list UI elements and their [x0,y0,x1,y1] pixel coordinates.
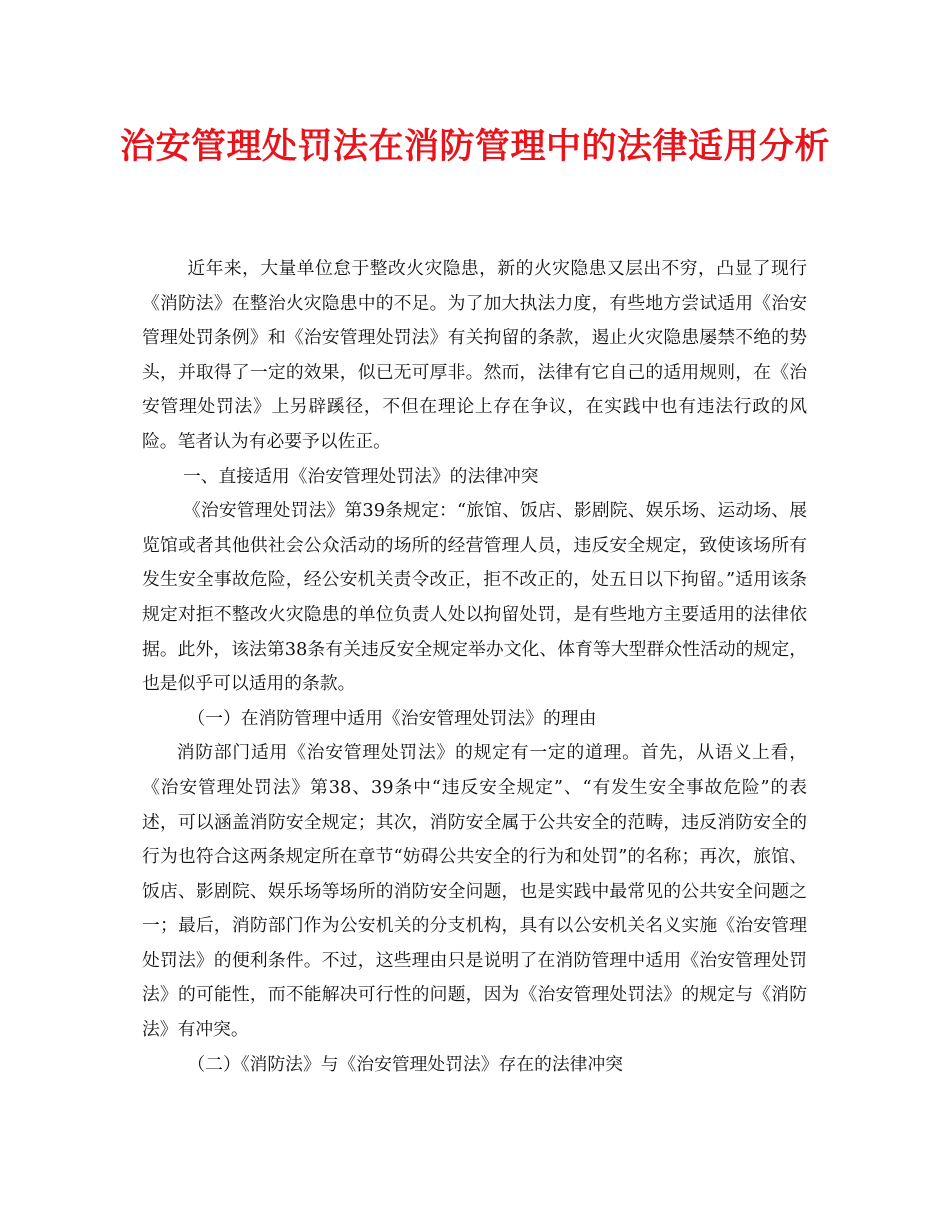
document-title: 治安管理处罚法在消防管理中的法律适用分析 [120,126,831,167]
paragraph-reasons: 消防部门适用《治安管理处罚法》的规定有一定的道理。首先，从语义上看，《治安管理处罚法》第38、39条中“违反安全规定”、“有发生安全事故危险”的表述，可以涵盖消防安全规定；其次，消防安全属于公共安全的范畴，违反消防安全的行为也符合这两条规定所在章节“妨碍公共安全的行为和处罚”的名称；再次，旅馆、饭店、影剧院、娱乐场等场所的消防安全问题，也是实践中最常见的公共安全问题之一；最后，消防部门作为公安机关的分支机构，具有以公安机关名义实施《治安管理处罚法》的便利条件。不过，这些理由只是说明了在消防管理中适用《治安管理处罚法》的可能性，而不能解决可行性的问题，因为《治安管理处罚法》的规定与《消防法》有冲突。 [142,742,807,1041]
subsection-heading-1: （一）在消防管理中适用《治安管理处罚法》的理由 [187,707,597,729]
document-body [142,252,807,1082]
paragraph-article-39: 《治安管理处罚法》第39条规定：“旅馆、饭店、影剧院、娱乐场、运动场、展览馆或者其他供社会公众活动的场所的经营管理人员，违反安全规定，致使该场所有发生安全事故危险，经公安机关责令改正，拒不改正的，处五日以下拘留。”适用该条规定对拒不整改火灾隐患的单位负责人处以拘留处罚，是有些地方主要适用的法律依据。此外，该法第38条有关违反安全规定举办文化、体育等大型群众性活动的规定，也是似乎可以适用的条款。 [142,500,807,695]
section-heading-1: 一、直接适用《治安管理处罚法》的法律冲突 [182,465,539,487]
subsection-heading-2: （二）《消防法》与《治安管理处罚法》存在的法律冲突 [187,1053,624,1075]
paragraph-intro: 近年来，大量单位怠于整改火灾隐患，新的火灾隐患又层出不穷，凸显了现行《消防法》在整治火灾隐患中的不足。为了加大执法力度，有些地方尝试适用《治安管理处罚条例》和《治安管理处罚法》有关拘留的条款，遏止火灾隐患屡禁不绝的势头，并取得了一定的效果，似已无可厚非。然而，法律有它自己的适用规则，在《治安管理处罚法》上另辟蹊径，不但在理论上存在争议，在实践中也有违法行政的风险。笔者认为有必要予以佐正。 [142,258,807,452]
